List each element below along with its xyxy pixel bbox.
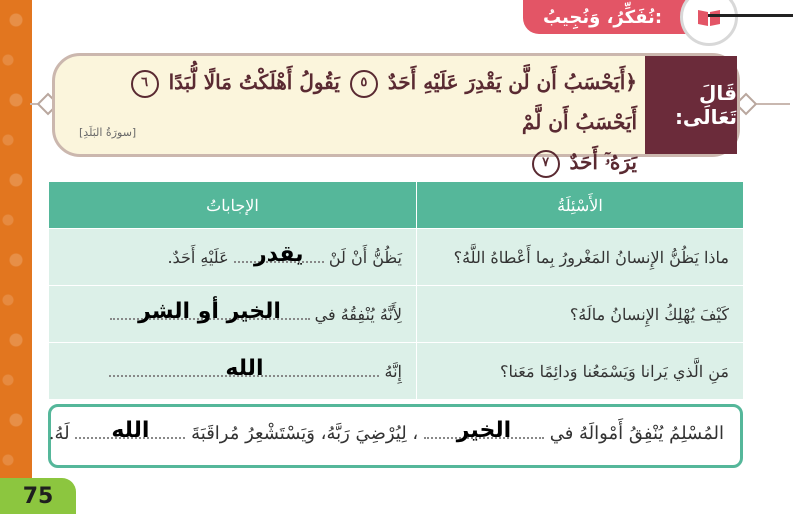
question-cell: كَيْفَ يُهْلِكُ الإِنسانُ مالَهُ؟ [417, 286, 744, 343]
question-cell: مَنِ الَّذي يَرانا وَيَسْمَعُنا وَدائِمًا مَعَنا؟ [417, 343, 744, 400]
answer-cell: يَظُنُّ أَنْ لَنْ يقدر عَلَيْهِ أَحَدٌ. [49, 229, 417, 286]
answers-header: الإجاباتُ [49, 182, 417, 229]
verse-box [52, 53, 740, 174]
table-row [49, 343, 744, 400]
answer-cell: إِنَّهُ الله [49, 343, 417, 400]
sentence-part1: المُسْلِمُ يُنْفِقُ أَمْوالَهُ في [549, 423, 724, 444]
question-cell: ماذا يَظُنُّ الإِنسانُ المَغْرورُ بِما أَعْطاهُ اللَّهُ؟ [417, 229, 744, 286]
verse-text [65, 62, 637, 182]
header-rule [708, 14, 793, 17]
ayah-number-5: ٥ [350, 70, 378, 98]
section-icon [680, 0, 738, 46]
sentence-part2: ، لِيُرْضِيَ رَبَّهُ، وَيَسْتَشْعِرُ مُراقَبَةَ [191, 423, 419, 444]
verse-line2: يَرَهُۥٓ أَحَدٌ [569, 150, 637, 174]
questions-header: الأَسْئِلَةُ [417, 182, 744, 229]
fill-in-sentence-box [48, 404, 743, 468]
answer-blank[interactable]: يقدر [234, 249, 324, 263]
answer-blank[interactable]: الخير أو الشر [110, 306, 310, 320]
table-row [49, 286, 744, 343]
answer-blank[interactable]: الله [109, 363, 379, 377]
section-title: نُفَكِّرُ، وَنُجِيبُ: [543, 6, 663, 28]
sentence-part3: لَهُ. [48, 423, 70, 444]
table-header-row [49, 182, 744, 229]
ayah-number-7: ٧ [532, 150, 560, 178]
questions-table [48, 181, 744, 400]
verse-line1b: يَقُولُ أَهْلَكْتُ مَالًا لُّبَدًا [168, 70, 340, 94]
surah-reference: [سورَةُ البَلَدِ] [79, 126, 137, 139]
sentence-blank-2[interactable]: الله [75, 425, 185, 439]
sentence-blank-1[interactable]: الخير [424, 425, 544, 439]
verse-line1c: أَيَحْسَبُ أَن لَّمْ [521, 110, 637, 134]
page-number: 75 [0, 478, 76, 514]
book-icon [696, 6, 722, 28]
verse-label: قَالَ تَعَالَى: [645, 56, 737, 154]
table-row [49, 229, 744, 286]
ayah-number-6: ٦ [131, 70, 159, 98]
decorative-side-strip [0, 0, 32, 514]
answer-cell: لِأَنَّهُ يُنْفِقُهُ في الخير أو الشر [49, 286, 417, 343]
verse-line1a: ﴿أَيَحْسَبُ أَن لَّن يَقْدِرَ عَلَيْهِ أَحَدٌ [387, 70, 637, 94]
